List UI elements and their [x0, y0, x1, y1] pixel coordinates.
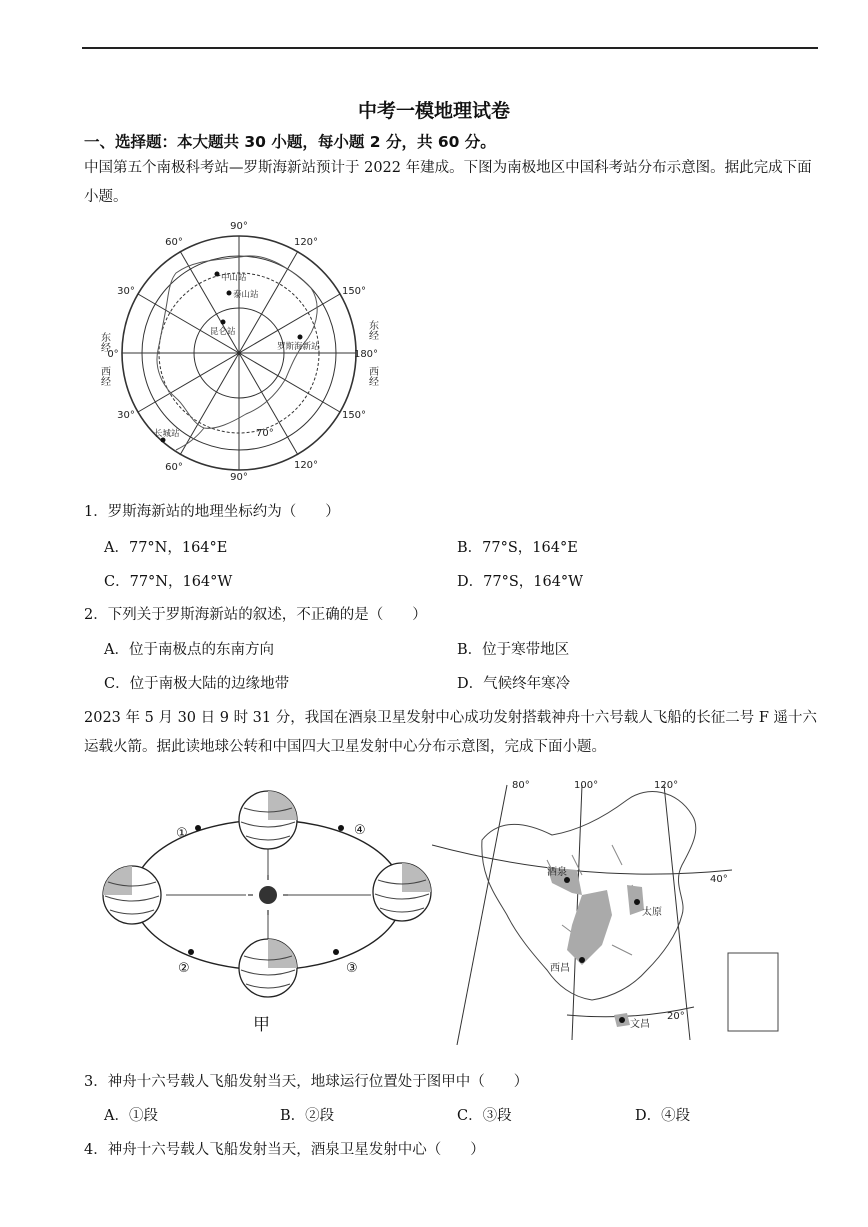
segment-4-label: ④	[354, 823, 366, 838]
east-longitude-label: 东经	[98, 332, 110, 352]
segment-2-label: ②	[178, 961, 190, 976]
section-header: 一、选择题：本大题共 30 小题，每小题 2 分，共 60 分。	[84, 133, 496, 151]
taishan-station-marker	[227, 291, 232, 296]
q3-option-d[interactable]: D．④段	[635, 1108, 691, 1124]
map-lat-label: 40°	[710, 874, 728, 885]
station-label-rosssea: 罗斯海新站	[277, 342, 320, 352]
site-label-jiuquan: 酒泉	[547, 867, 567, 878]
lon-label: 60°	[165, 237, 183, 248]
intro-paragraph-2: 2023 年 5 月 30 日 9 时 31 分，我国在酒泉卫星发射中心成功发射搭载神舟十六号载人飞船的长征二号 F 遥十六运载火箭。据此读地球公转和中国四大卫星发射中心分布示意图，完成下面小题。	[84, 710, 818, 755]
lon-label: 120°	[293, 460, 319, 471]
question-1-stem: 1．罗斯海新站的地理坐标约为（ ）	[84, 504, 340, 520]
q1-option-d[interactable]: D．77°S，164°W	[457, 574, 584, 590]
station-label-zhongshan: 中山站	[221, 273, 247, 283]
q2-option-c[interactable]: C．位于南极大陆的边缘地带	[104, 676, 290, 692]
rosssea-station-marker	[298, 335, 303, 340]
lon-label: 0°	[107, 349, 119, 360]
q2-option-a[interactable]: A．位于南极点的东南方向	[104, 642, 274, 658]
q2-option-b[interactable]: B．位于寒带地区	[457, 642, 570, 658]
lon-label: 120°	[293, 237, 319, 248]
station-label-kunlun: 昆仑站	[210, 327, 236, 337]
map-lon-label: 120°	[654, 780, 679, 791]
lon-label: 30°	[117, 410, 135, 421]
q3-option-b[interactable]: B．②段	[280, 1108, 335, 1124]
lon-label: 90°	[230, 472, 248, 483]
latitude-label: 70°	[256, 428, 274, 439]
earth-top	[239, 791, 297, 849]
kunlun-station-marker	[221, 320, 226, 325]
header-rule	[82, 47, 818, 49]
question-3-stem: 3．神舟十六号载人飞船发射当天，地球运行位置处于图甲中（ ）	[84, 1074, 529, 1090]
q3-option-c[interactable]: C．③段	[457, 1108, 512, 1124]
earth-orbit-diagram	[96, 790, 441, 1040]
lon-label: 60°	[165, 462, 183, 473]
earth-bottom	[239, 939, 297, 997]
q1-option-a[interactable]: A．77°N，164°E	[104, 540, 228, 556]
lon-label: 150°	[341, 286, 367, 297]
segment-1-label: ①	[176, 826, 188, 841]
china-launch-center-map	[432, 775, 782, 1045]
west-longitude-label: 西经	[98, 366, 110, 386]
west-longitude-label-right: 西经	[366, 366, 378, 386]
question-2-stem: 2．下列关于罗斯海新站的叙述，不正确的是（ ）	[84, 607, 427, 623]
antarctica-station-map	[96, 218, 386, 483]
station-label-greatwall: 长城站	[154, 429, 180, 439]
q1-option-c[interactable]: C．77°N，164°W	[104, 574, 233, 590]
lon-label: 150°	[341, 410, 367, 421]
q2-option-d[interactable]: D．气候终年寒冷	[457, 676, 571, 692]
zhongshan-station-marker	[215, 272, 220, 277]
site-label-xichang: 西昌	[550, 963, 570, 974]
station-label-taishan: 泰山站	[233, 290, 259, 300]
earth-left	[103, 866, 161, 924]
map-lat-label: 20°	[667, 1011, 685, 1022]
map-lon-label: 100°	[574, 780, 599, 791]
lon-label: 180°	[353, 349, 379, 360]
q1-option-b[interactable]: B．77°S，164°E	[457, 540, 578, 556]
site-label-wenchang: 文昌	[630, 1019, 650, 1030]
east-longitude-label-right: 东经	[366, 320, 378, 340]
question-4-stem: 4．神舟十六号载人飞船发射当天，酒泉卫星发射中心（ ）	[84, 1142, 485, 1158]
diagram-caption: 甲	[253, 1015, 270, 1035]
sun-icon	[259, 886, 277, 904]
lon-label: 90°	[230, 221, 248, 232]
q3-option-a[interactable]: A．①段	[104, 1108, 158, 1124]
segment-3-label: ③	[346, 961, 358, 976]
intro-paragraph-1: 中国第五个南极科考站—罗斯海新站预计于 2022 年建成。下图为南极地区中国科考站分布示意图。据此完成下面小题。	[84, 160, 812, 205]
site-label-taiyuan: 太原	[642, 907, 662, 918]
earth-right	[373, 863, 431, 921]
page-title: 中考一模地理试卷	[357, 100, 510, 122]
map-lon-label: 80°	[512, 780, 530, 791]
lon-label: 30°	[117, 286, 135, 297]
